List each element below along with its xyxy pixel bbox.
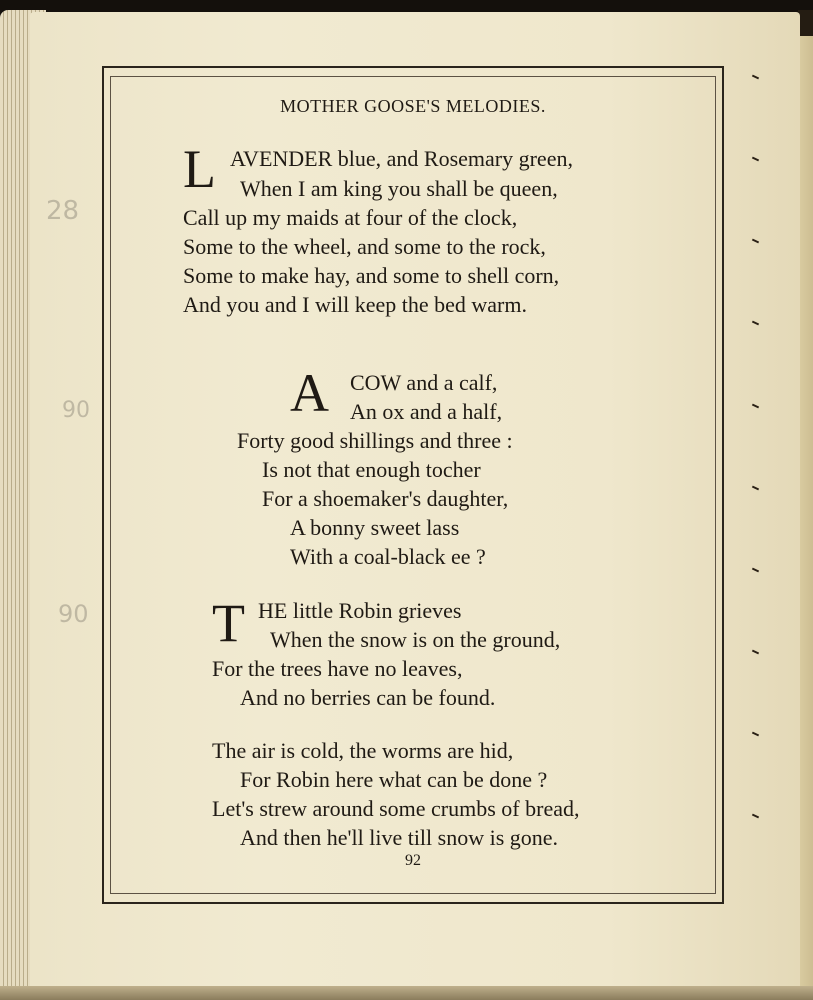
verse-line: And you and I will keep the bed warm. (183, 292, 527, 317)
verse-line: HE little Robin grieves (258, 598, 462, 623)
verse-line: The air is cold, the worms are hid, (212, 738, 514, 763)
verse-line: For the trees have no leaves, (212, 656, 463, 681)
verse-line: When I am king you shall be queen, (240, 176, 558, 201)
running-header: MOTHER GOOSE'S MELODIES. (280, 96, 546, 116)
pencil-mark: 28 (46, 196, 80, 226)
page-number: 92 (405, 852, 421, 869)
verse-line: COW and a calf, (350, 370, 498, 395)
verse-line: For Robin here what can be done ? (240, 767, 548, 792)
drop-cap: L (183, 139, 216, 199)
verse-line: Some to the wheel, and some to the rock, (183, 234, 546, 259)
verse-line: Call up my maids at four of the clock, (183, 205, 518, 230)
drop-cap: T (212, 593, 245, 653)
verse-line: And no berries can be found. (240, 685, 496, 710)
verse-line: And then he'll live till snow is gone. (240, 825, 559, 850)
verse-line: Let's strew around some crumbs of bread, (212, 796, 580, 821)
verse-line: An ox and a half, (350, 399, 503, 424)
pencil-mark: 90 (58, 600, 89, 628)
verse-line: Is not that enough tocher (262, 457, 481, 482)
drop-cap: A (290, 363, 329, 423)
verse-line: Forty good shillings and three : (237, 428, 513, 453)
verse-line: Some to make hay, and some to shell corn, (183, 263, 560, 288)
verse-line: When the snow is on the ground, (270, 627, 561, 652)
pencil-mark: 90 (62, 398, 90, 423)
verse-line: AVENDER blue, and Rosemary green, (230, 146, 573, 171)
verse-line: For a shoemaker's daughter, (262, 486, 509, 511)
verse-line: A bonny sweet lass (290, 515, 460, 540)
page-bottom-edge (0, 986, 813, 1000)
verse-line: With a coal-black ee ? (290, 544, 486, 569)
